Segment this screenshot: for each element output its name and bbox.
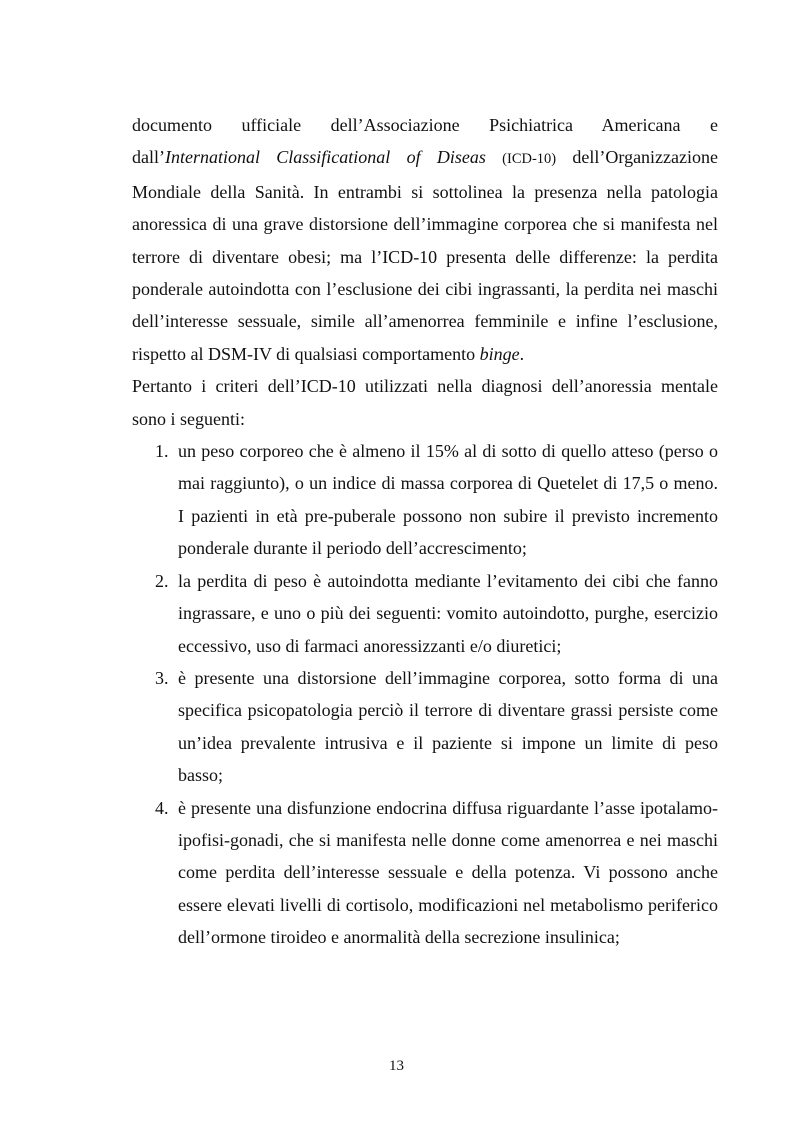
icd-abbreviation: (ICD-10) xyxy=(502,151,557,168)
criteria-item xyxy=(140,435,718,565)
criteria-text: è presente una distorsione dell’immagine corporea, sotto forma di una specifica psicopatologia perciò il terrore di diventare grassi persiste come un’idea prevalente intrusiva e il paziente si impone un limite di peso basso; xyxy=(178,667,718,786)
paragraph-text: documento ufficiale dell’Associazione Psichiatrica Americana e dall’ xyxy=(132,115,718,168)
paragraph-text xyxy=(486,147,502,167)
paragraph-icd-comparison xyxy=(132,109,718,370)
criteria-list xyxy=(132,435,718,954)
paragraph-criteria-intro: Pertanto i criteri dell’ICD-10 utilizzati nella diagnosi dell’anoressia mentale sono i seguenti: xyxy=(132,376,718,429)
criteria-item xyxy=(140,662,718,792)
page-number: 13 xyxy=(389,1058,404,1074)
criteria-number: 4. xyxy=(155,797,169,818)
criteria-number: 3. xyxy=(155,667,169,688)
paragraph-text: . xyxy=(519,343,525,364)
italic-title: International Classificational of Diseas xyxy=(165,147,486,168)
criteria-text: un peso corporeo che è almeno il 15% al di sotto di quello atteso (perso o mai raggiunto), o un indice di massa corporea di Quetelet di 17,5 o meno. I pazienti in età pre-puberale possono non subire il previsto incremento ponderale durante il periodo dell’accrescimento; xyxy=(178,441,718,559)
criteria-item xyxy=(140,792,718,954)
italic-term-binge: binge xyxy=(479,343,520,364)
criteria-text: è presente una disfunzione endocrina diffusa riguardante l’asse ipotalamo-ipofisi-gonadi, che si manifesta nelle donne come amenorrea e nei maschi come perdita dell’interesse sessuale e della potenza. Vi possono anche essere elevati livelli di cortisolo, modificazioni nel metabolismo periferico dell’ormone tiroideo e anormalità della secrezione insulinica; xyxy=(178,797,718,948)
criteria-text: la perdita di peso è autoindotta mediante l’evitamento dei cibi che fanno ingrassare, e uno o più dei seguenti: vomito autoindotto, purghe, esercizio eccessivo, uso di farmaci anoressizzanti e/o diuretici; xyxy=(178,570,718,656)
paragraph-text: dell’Organizzazione Mondiale della Sanità. In entrambi si sottolinea la presenza nella patologia anoressica di una grave distorsione dell’immagine corporea che si manifesta nel terrore di diventare obesi; ma l’ICD-10 presenta delle differenze: la perdita ponderale autoindotta con l’esclusione dei cibi ingrassanti, la perdita nei maschi dell’interesse sessuale, simile all’amenorrea femminile e infine l’esclusione, rispetto al DSM-IV di qualsiasi comportamento xyxy=(132,147,719,364)
criteria-number: 1. xyxy=(155,441,169,462)
page-body xyxy=(132,109,718,954)
criteria-item xyxy=(140,565,718,662)
criteria-number: 2. xyxy=(155,570,169,591)
